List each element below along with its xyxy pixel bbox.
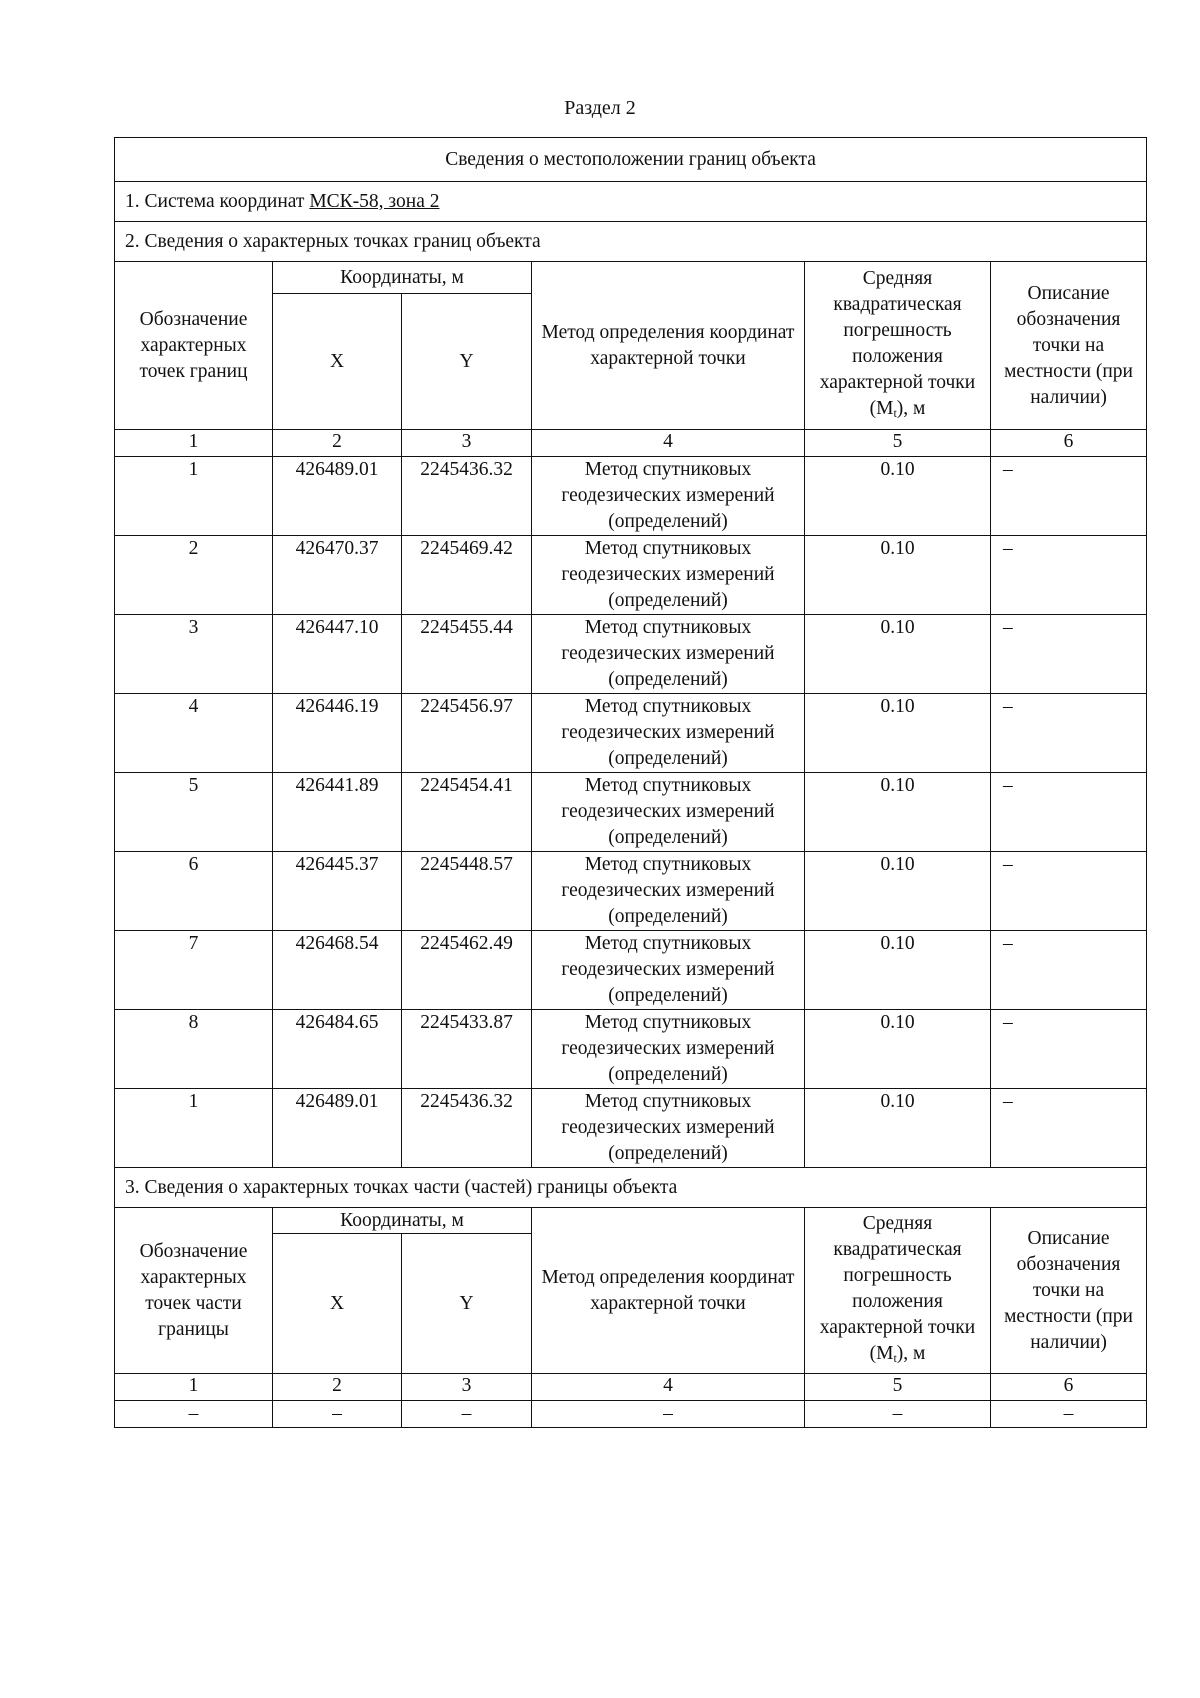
point-id: 4 [115,694,273,773]
method: Метод спутниковых геодезических измерений (определений) [532,773,805,852]
part3-header-method: Метод определения координат характерной точки [532,1208,805,1374]
part2-table-row [115,852,1147,931]
point-id: – [115,1401,273,1428]
part2-table-row [115,615,1147,694]
part3-col-number: 4 [532,1374,805,1401]
coord-x: 426447.10 [273,615,402,694]
part2-header-x: X [273,294,402,430]
part2-col-number: 1 [115,430,273,457]
method: Метод спутниковых геодезических измерений (определений) [532,931,805,1010]
coord-system [115,182,1147,222]
method: Метод спутниковых геодезических измерений (определений) [532,694,805,773]
part2-header-error-unit: ), м [896,397,926,419]
coord-y: 2245456.97 [402,694,532,773]
part2-col-number: 4 [532,430,805,457]
part2-table-row [115,931,1147,1010]
part2-col-number: 6 [991,430,1147,457]
part2-col-number: 3 [402,430,532,457]
coord-y: 2245469.42 [402,536,532,615]
part3-header-x: X [273,1234,402,1374]
part2-header-y: Y [402,294,532,430]
point-description: – [991,1401,1147,1428]
part3-header-y: Y [402,1234,532,1374]
part3-header-desc: Описание обозначения точки на местности (при наличии) [991,1208,1147,1374]
error-value: 0.10 [805,694,991,773]
coord-x: 426484.65 [273,1010,402,1089]
point-id: 7 [115,931,273,1010]
part2-table-row [115,694,1147,773]
point-id: 5 [115,773,273,852]
point-description: – [991,457,1147,536]
point-description: – [991,773,1147,852]
point-id: 1 [115,1089,273,1168]
coord-x: 426445.37 [273,852,402,931]
method: Метод спутниковых геодезических измерений (определений) [532,536,805,615]
point-id: 2 [115,536,273,615]
method: Метод спутниковых геодезических измерений (определений) [532,1089,805,1168]
error-value: 0.10 [805,773,991,852]
method: Метод спутниковых геодезических измерений (определений) [532,615,805,694]
part3-header-point: Обозначение характерных точек части границы [115,1208,273,1374]
method: – [532,1401,805,1428]
part2-table-row [115,536,1147,615]
error-value: 0.10 [805,536,991,615]
error-value: 0.10 [805,615,991,694]
error-value: 0.10 [805,1089,991,1168]
part2-heading: 2. Сведения о характерных точках границ объекта [115,222,1147,262]
coord-y: 2245462.49 [402,931,532,1010]
coord-x: 426489.01 [273,457,402,536]
part3-col-number: 3 [402,1374,532,1401]
part2-header-error [805,262,991,430]
part3-table-row [115,1401,1147,1428]
part2-table-row [115,1010,1147,1089]
part2-col-number: 2 [273,430,402,457]
point-id: 1 [115,457,273,536]
method: Метод спутниковых геодезических измерений (определений) [532,852,805,931]
error-value: 0.10 [805,1010,991,1089]
coord-x: – [273,1401,402,1428]
section-title: Раздел 2 [564,97,636,119]
coord-x: 426446.19 [273,694,402,773]
part2-header-desc: Описание обозначения точки на местности (при наличии) [991,262,1147,430]
point-description: – [991,1010,1147,1089]
error-value: 0.10 [805,852,991,931]
part2-header-point: Обозначение характерных точек границ [115,262,273,430]
part2-col-number: 5 [805,430,991,457]
point-id: 6 [115,852,273,931]
part3-col-number: 2 [273,1374,402,1401]
part2-header-error-text: Средняя квадратическая погрешность положения характерной точки (M [819,267,976,419]
part3-header-error-text: Средняя квадратическая погрешность положения характерной точки (M [819,1212,976,1364]
part3-col-number: 1 [115,1374,273,1401]
coord-x: 426489.01 [273,1089,402,1168]
part3-col-number: 5 [805,1374,991,1401]
coord-system-value: МСК-58, зона 2 [309,190,440,212]
coord-y: 2245455.44 [402,615,532,694]
point-description: – [991,536,1147,615]
table-title: Сведения о местоположении границ объекта [115,138,1147,182]
part2-table-row [115,773,1147,852]
coord-y: 2245448.57 [402,852,532,931]
point-description: – [991,694,1147,773]
part2-header-error-sub: t [893,405,897,420]
coord-y: 2245436.32 [402,457,532,536]
part3-header-error [805,1208,991,1374]
part3-header-error-unit: ), м [896,1342,926,1364]
point-id: 3 [115,615,273,694]
point-description: – [991,615,1147,694]
coord-system-label: 1. Система координат [125,190,310,212]
coord-y: 2245436.32 [402,1089,532,1168]
part3-col-number: 6 [991,1374,1147,1401]
boundaries-table [114,137,1147,1428]
part3-heading: 3. Сведения о характерных точках части (частей) границы объекта [115,1168,1147,1208]
error-value: – [805,1401,991,1428]
method: Метод спутниковых геодезических измерений (определений) [532,457,805,536]
method: Метод спутниковых геодезических измерений (определений) [532,1010,805,1089]
point-id: 8 [115,1010,273,1089]
coord-x: 426441.89 [273,773,402,852]
point-description: – [991,931,1147,1010]
coord-y: 2245454.41 [402,773,532,852]
coord-y: – [402,1401,532,1428]
part2-header-coords: Координаты, м [273,262,532,294]
error-value: 0.10 [805,931,991,1010]
coord-x: 426468.54 [273,931,402,1010]
point-description: – [991,852,1147,931]
part2-table-row [115,1089,1147,1168]
part2-header-method: Метод определения координат характерной точки [532,262,805,430]
point-description: – [991,1089,1147,1168]
part2-table-row [115,457,1147,536]
part3-header-coords: Координаты, м [273,1208,532,1234]
coord-x: 426470.37 [273,536,402,615]
error-value: 0.10 [805,457,991,536]
part3-header-error-sub: t [893,1350,897,1365]
coord-y: 2245433.87 [402,1010,532,1089]
